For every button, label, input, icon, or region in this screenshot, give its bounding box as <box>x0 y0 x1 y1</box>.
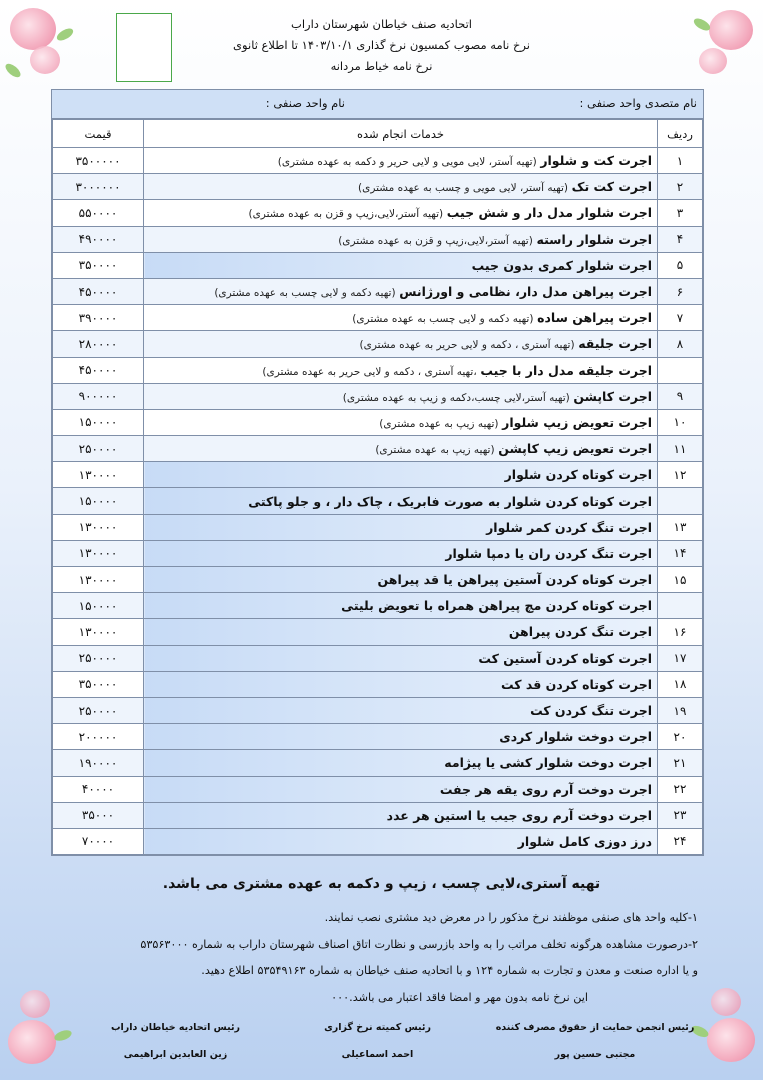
rule-2a: ۲-درصورت مشاهده هرگونه تخلف مراتب را به واحد بازرسی و نظارت اتاق اصناف شهرستان داراب به شماره ۵۳۵۶۳۰۰۰ <box>140 937 698 951</box>
service-title: اجرت کت تک <box>571 179 652 195</box>
service-price: ۱۳۰۰۰۰ <box>53 540 144 566</box>
table-row <box>53 828 703 854</box>
service-price: ۴۵۰۰۰۰ <box>53 278 144 304</box>
row-number: ۱۵ <box>658 567 703 593</box>
row-number: ۲۰ <box>658 724 703 750</box>
service-note: (تهیه دکمه و لایی چسب به عهده مشتری) <box>352 313 534 326</box>
table-row <box>53 724 703 750</box>
row-number: ۲ <box>658 174 703 200</box>
service-price: ۳۵۰۰۰۰ <box>53 252 144 278</box>
service-note: (تهیه آستر،لایی چسب،دکمه و زیپ به عهده مشتری) <box>342 391 570 404</box>
price-table <box>52 119 703 855</box>
row-number: ۱۷ <box>658 645 703 671</box>
service-description <box>144 828 658 854</box>
table-row <box>53 593 703 619</box>
signature-title: رئیس انجمن حمایت از حقوق مصرف کننده <box>495 1022 695 1033</box>
owner-name-label: نام متصدی واحد صنفی : <box>579 96 697 110</box>
service-title: اجرت کوتاه کردن شلوار به صورت فابریک ، چاک دار ، و جلو پاکتی <box>248 493 652 509</box>
row-number: ۹ <box>658 383 703 409</box>
service-note: (تهیه آستر، لایی مویی و لایی حریر و دکمه به عهده مشتری) <box>277 156 537 169</box>
service-price: ۵۵۰۰۰۰ <box>53 200 144 226</box>
service-title: اجرت جلیقه <box>578 336 652 352</box>
service-price: ۱۳۰۰۰۰ <box>53 567 144 593</box>
table-row <box>53 750 703 776</box>
service-description <box>144 200 658 226</box>
rules-block <box>60 905 698 1011</box>
row-number: ۲۲ <box>658 776 703 802</box>
service-title: اجرت دوخت آرم روی جیب یا استین هر عدد <box>386 807 652 823</box>
service-note: (تهیه زیپ به عهده مشتری) <box>375 444 495 457</box>
service-title: درز دوزی کامل شلوار <box>517 833 652 849</box>
service-title: اجرت شلوار کمری بدون جیب <box>471 257 652 273</box>
table-row <box>53 514 703 540</box>
price-sheet <box>51 89 704 856</box>
row-number: ۱۶ <box>658 619 703 645</box>
service-title: اجرت کاپشن <box>573 388 652 404</box>
service-price: ۲۵۰۰۰۰ <box>53 645 144 671</box>
row-number: ۲۳ <box>658 802 703 828</box>
row-number: ۶ <box>658 278 703 304</box>
service-price: ۷۰۰۰۰ <box>53 828 144 854</box>
service-description <box>144 671 658 697</box>
service-description <box>144 724 658 750</box>
service-title: اجرت جلیقه مدل دار با جیب <box>480 362 652 378</box>
table-row <box>53 383 703 409</box>
col-header-service: خدمات انجام شده <box>144 120 658 148</box>
service-note: (تهیه آستری ، دکمه و لایی حریر به عهده مشتری) <box>359 339 575 352</box>
signature-union-head <box>88 1022 263 1060</box>
table-row <box>53 619 703 645</box>
row-number: ۳ <box>658 200 703 226</box>
service-title: اجرت کوتاه کردن آستین کت <box>478 650 652 666</box>
stamp-placeholder <box>116 13 172 82</box>
signature-consumer-association <box>490 1022 700 1060</box>
service-price: ۴۰۰۰۰ <box>53 776 144 802</box>
service-price: ۹۰۰۰۰۰ <box>53 383 144 409</box>
service-note: (تهیه زیپ به عهده مشتری) <box>379 417 499 430</box>
table-header-row <box>53 120 703 148</box>
table-row <box>53 305 703 331</box>
service-title: اجرت پیراهن مدل دار، نظامی و اورژانس <box>399 284 652 300</box>
table-row <box>53 252 703 278</box>
service-title: اجرت تنگ کردن ران یا دمپا شلوار <box>445 545 652 561</box>
service-description <box>144 252 658 278</box>
table-row <box>53 148 703 174</box>
row-number: ۱۱ <box>658 436 703 462</box>
service-description <box>144 174 658 200</box>
service-price: ۲۰۰۰۰۰ <box>53 724 144 750</box>
row-number: ۱۲ <box>658 462 703 488</box>
table-row <box>53 226 703 252</box>
service-price: ۱۵۰۰۰۰ <box>53 488 144 514</box>
service-description <box>144 383 658 409</box>
service-description <box>144 226 658 252</box>
service-title: اجرت کوتاه کردن شلوار <box>504 467 652 483</box>
service-note: (تهیه آستر،لایی،زیپ و قزن به عهده مشتری) <box>338 234 533 247</box>
row-number <box>658 593 703 619</box>
row-number: ۲۱ <box>658 750 703 776</box>
service-price: ۳۵۰۰۰۰۰ <box>53 148 144 174</box>
table-row <box>53 174 703 200</box>
signature-pricing-committee <box>290 1022 465 1060</box>
service-description <box>144 436 658 462</box>
service-note: (تهیه آستر،لایی،زیپ و قزن به عهده مشتری) <box>248 208 444 221</box>
service-price: ۱۳۰۰۰۰ <box>53 462 144 488</box>
unit-name-label: نام واحد صنفی : <box>265 96 345 110</box>
service-price: ۱۵۰۰۰۰ <box>53 593 144 619</box>
service-description <box>144 750 658 776</box>
tariff-approval-line: نرخ نامه مصوب کمسیون نرخ گذاری ۱۴۰۳/۱۰/۱ تا اطلاع ثانوی <box>233 38 530 52</box>
service-title: اجرت تنگ کردن پیراهن <box>508 624 652 640</box>
table-row <box>53 697 703 723</box>
table-row <box>53 802 703 828</box>
service-description <box>144 331 658 357</box>
row-number: ۱ <box>658 148 703 174</box>
service-title: اجرت کوتاه کردن آستین پیراهن یا قد پیراهن <box>377 572 652 588</box>
rule-3: این نرخ نامه بدون مهر و امضا فاقد اعتبار می باشد.۰۰۰ <box>331 990 588 1004</box>
customer-supplies-note: تهیه آستری،لایی چسب ، زیپ و دکمه به عهده مشتری می باشد. <box>162 876 601 892</box>
table-row <box>53 776 703 802</box>
service-price: ۲۵۰۰۰۰ <box>53 697 144 723</box>
table-row <box>53 409 703 435</box>
service-price: ۱۳۰۰۰۰ <box>53 514 144 540</box>
service-description <box>144 488 658 514</box>
rule-2b: و یا اداره صنعت و معدن و تجارت به شماره ۱۲۴ و با اتحادیه صنف خیاطان به شماره ۵۳۵۴۹۱۶۳ اطلاع دهید. <box>201 964 698 977</box>
row-number: ۱۹ <box>658 697 703 723</box>
service-description <box>144 278 658 304</box>
row-number <box>658 357 703 383</box>
service-price: ۳۹۰۰۰۰ <box>53 305 144 331</box>
table-row <box>53 488 703 514</box>
table-row <box>53 436 703 462</box>
service-description <box>144 409 658 435</box>
col-header-price: قیمت <box>53 120 144 148</box>
service-description <box>144 514 658 540</box>
service-title: اجرت تعویض زیپ شلوار <box>502 414 652 430</box>
service-price: ۱۹۰۰۰۰ <box>53 750 144 776</box>
service-title: اجرت کوتاه کردن قد کت <box>501 676 652 692</box>
row-number: ۴ <box>658 226 703 252</box>
service-description <box>144 148 658 174</box>
service-title: اجرت کت و شلوار <box>540 153 652 169</box>
service-price: ۳۵۰۰۰۰ <box>53 671 144 697</box>
signature-name: مجتبی حسین پور <box>554 1049 636 1060</box>
service-price: ۳۰۰۰۰۰۰ <box>53 174 144 200</box>
col-header-row-number: ردیف <box>658 120 703 148</box>
rule-1: ۱-کلیه واحد های صنفی موظفند نرخ مذکور را در معرض دید مشتری نصب نمایند. <box>324 911 698 924</box>
table-row <box>53 645 703 671</box>
service-price: ۲۸۰۰۰۰ <box>53 331 144 357</box>
meta-row <box>52 90 703 119</box>
document-header <box>180 14 583 77</box>
tariff-subtitle: نرخ نامه خیاط مردانه <box>330 59 433 73</box>
signature-name: زین العابدین ابراهیمی <box>123 1049 228 1060</box>
service-description <box>144 645 658 671</box>
service-description <box>144 357 658 383</box>
row-number: ۸ <box>658 331 703 357</box>
service-title: اجرت شلوار راسته <box>536 231 652 247</box>
row-number: ۱۳ <box>658 514 703 540</box>
service-description <box>144 462 658 488</box>
service-note: (تهیه دکمه و لایی چسب به عهده مشتری) <box>214 287 396 300</box>
service-description <box>144 802 658 828</box>
service-price: ۱۳۰۰۰۰ <box>53 619 144 645</box>
service-description <box>144 697 658 723</box>
service-title: اجرت دوخت آرم روی یقه هر جفت <box>439 781 652 797</box>
row-number: ۲۴ <box>658 828 703 854</box>
service-title: اجرت پیراهن ساده <box>537 310 652 326</box>
service-note: (تهیه آستر، لایی مویی و چسب به عهده مشتری) <box>358 182 568 195</box>
union-title: اتحادیه صنف خیاطان شهرستان داراب <box>291 17 472 31</box>
table-row <box>53 540 703 566</box>
service-note: ،تهیه آستری ، دکمه و لایی حریر به عهده مشتری) <box>262 365 477 378</box>
service-description <box>144 540 658 566</box>
table-row <box>53 278 703 304</box>
table-row <box>53 200 703 226</box>
table-row <box>53 357 703 383</box>
service-description <box>144 776 658 802</box>
row-number: ۱۰ <box>658 409 703 435</box>
row-number: ۷ <box>658 305 703 331</box>
service-title: اجرت تنگ کردن کت <box>530 703 652 719</box>
service-title: اجرت کوتاه کردن مچ پیراهن همراه با تعویض بلیتی <box>341 598 652 614</box>
table-row <box>53 671 703 697</box>
service-description <box>144 567 658 593</box>
row-number: ۱۴ <box>658 540 703 566</box>
row-number <box>658 488 703 514</box>
service-price: ۳۵۰۰۰ <box>53 802 144 828</box>
service-title: اجرت دوخت شلوار کردی <box>499 729 652 745</box>
signature-title: رئیس اتحادیه خیاطان داراب <box>110 1022 241 1033</box>
service-title: اجرت تنگ کردن کمر شلوار <box>486 519 652 535</box>
service-description <box>144 593 658 619</box>
service-description <box>144 619 658 645</box>
service-title: اجرت تعویض زیپ کاپشن <box>498 441 652 457</box>
signature-title: رئیس کمیته نرخ گزاری <box>324 1022 431 1033</box>
service-price: ۴۵۰۰۰۰ <box>53 357 144 383</box>
service-title: اجرت شلوار مدل دار و شش جیب <box>446 205 652 221</box>
service-price: ۲۵۰۰۰۰ <box>53 436 144 462</box>
row-number: ۵ <box>658 252 703 278</box>
table-row <box>53 462 703 488</box>
table-row <box>53 567 703 593</box>
signature-name: احمد اسماعیلی <box>341 1049 414 1060</box>
service-description <box>144 305 658 331</box>
service-price: ۱۵۰۰۰۰ <box>53 409 144 435</box>
table-row <box>53 331 703 357</box>
service-price: ۴۹۰۰۰۰ <box>53 226 144 252</box>
row-number: ۱۸ <box>658 671 703 697</box>
service-title: اجرت دوخت شلوار کشی یا پیژامه <box>444 755 652 771</box>
